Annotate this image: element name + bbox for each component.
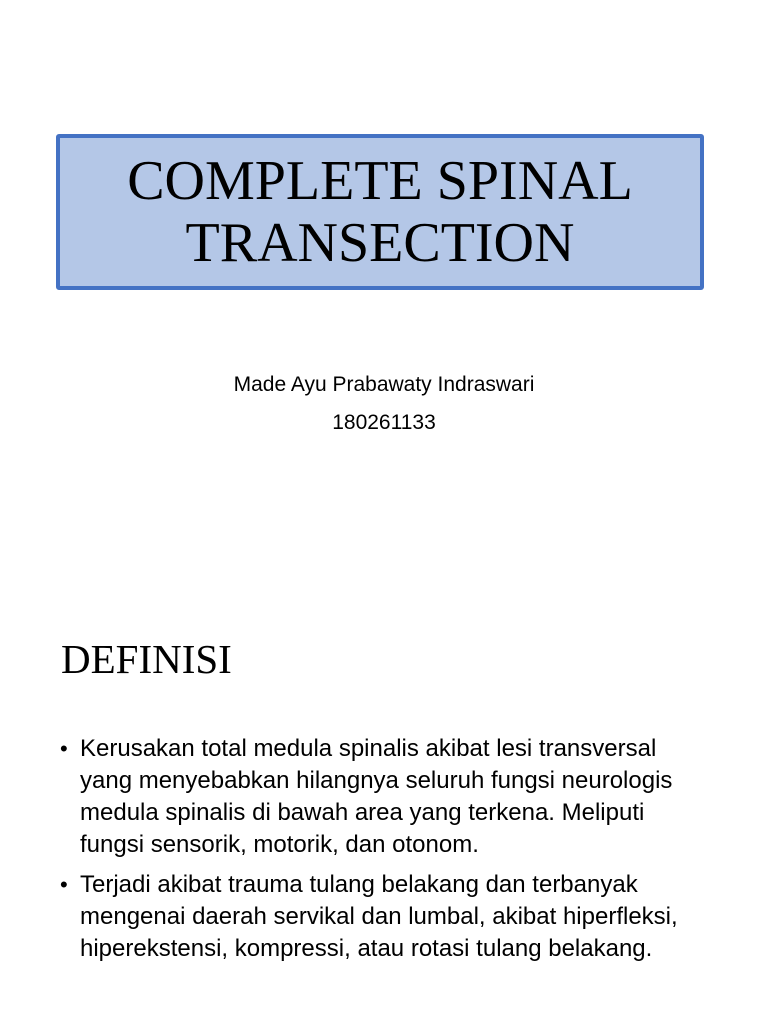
title-line-2: TRANSECTION <box>185 212 575 274</box>
bullet-text: Kerusakan total medula spinalis akibat lesi transversal yang menyebabkan hilangnya seluruh fungsi neurologis medula spinalis di bawah area yang terkena. Meliputi fungsi sensorik, motorik, dan otonom. <box>80 735 673 858</box>
bullet-item <box>60 733 710 861</box>
author-name: Made Ayu Prabawaty Indraswari <box>233 373 535 396</box>
bullet-dot-icon: • <box>60 736 68 761</box>
title-line-1: COMPLETE SPINAL <box>127 150 633 212</box>
bullet-dot-icon: • <box>60 872 68 897</box>
bullet-text: Terjadi akibat trauma tulang belakang dan terbanyak mengenai daerah servikal dan lumbal, akibat hiperfleksi, hiperekstensi, kompressi, atau rotasi tulang belakang. <box>80 871 678 962</box>
title-box <box>56 134 704 290</box>
bullet-item <box>60 869 710 965</box>
student-id: 180261133 <box>332 411 436 434</box>
bullet-list <box>60 733 710 973</box>
definition-slide <box>0 576 768 1024</box>
slide-heading: DEFINISI <box>61 636 232 682</box>
